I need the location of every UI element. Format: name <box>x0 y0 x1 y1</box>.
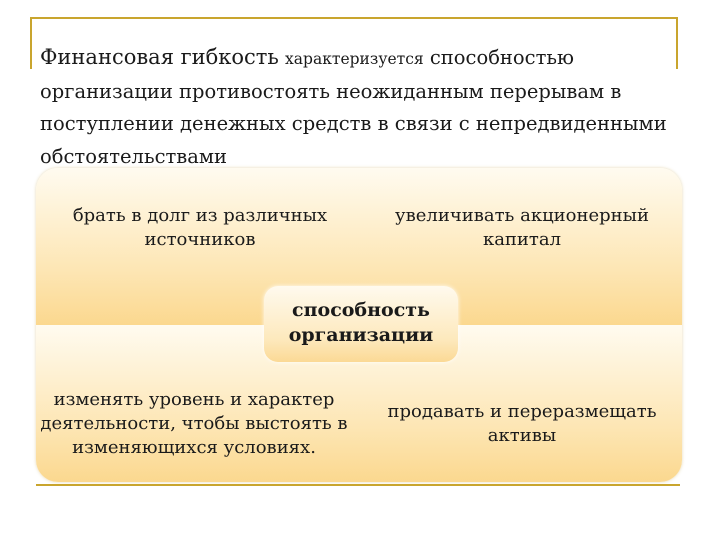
center-box <box>264 286 458 362</box>
frame-left-line <box>30 17 32 69</box>
top-right-item: увеличивать акционерный капитал <box>395 205 649 250</box>
bottom-right-item: продавать и переразмещать активы <box>387 401 657 446</box>
frame-bottom-line <box>36 484 680 486</box>
center-label: способность организации <box>288 299 434 346</box>
bottom-left-item: изменять уровень и характер деятельности, чтобы выстоять в изменяющихся условиях. <box>40 389 348 458</box>
intro-small-word: характеризуется <box>285 50 424 68</box>
top-left-item: брать в долг из различных источников <box>72 205 328 250</box>
intro-paragraph <box>40 41 680 169</box>
frame-top-line <box>30 17 678 19</box>
intro-term: Финансовая гибкость <box>40 45 279 69</box>
intro-rest: способностью организации противостоять неожиданным перерывам в поступлении денежных средств в связи с непредвиденными обстоятельствами <box>40 46 667 168</box>
